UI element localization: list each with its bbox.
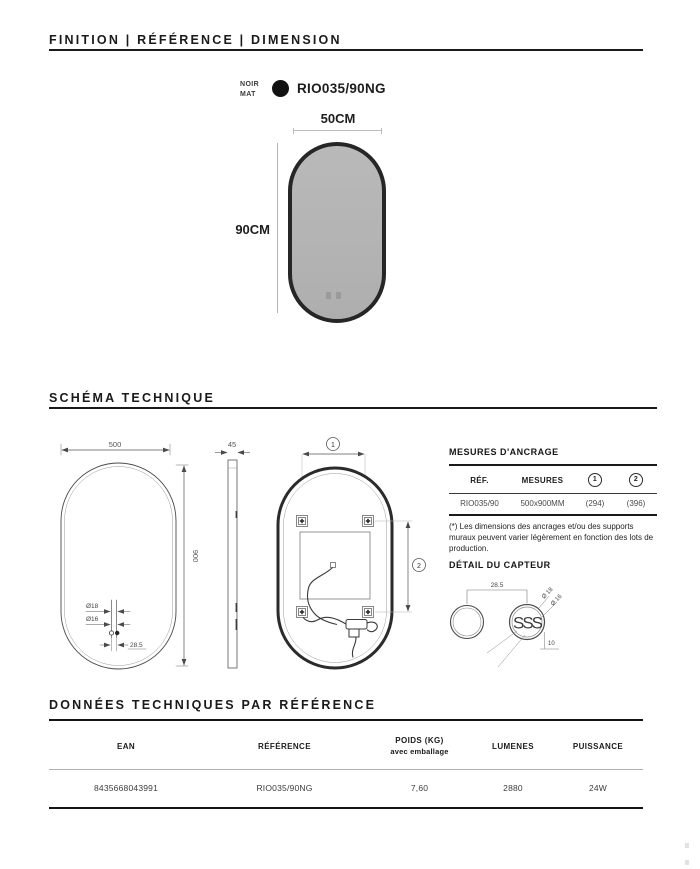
side-depth-dim-text: 45 xyxy=(227,440,237,449)
anchor-table-data-row xyxy=(449,494,657,516)
anchor-header-callout2 xyxy=(615,465,657,494)
tech-table-data-row xyxy=(49,770,643,809)
tech-header-puissance: PUISSANCE xyxy=(572,741,624,751)
back-view-drawing xyxy=(278,438,426,669)
sensor-detail-title: DÉTAIL DU CAPTEUR xyxy=(449,560,551,570)
mirror-width-label: 50CM xyxy=(320,111,356,126)
tech-table-header-row xyxy=(49,720,643,770)
finish-line1: NOIR xyxy=(240,81,260,88)
sensor-detail-drawing xyxy=(445,575,615,675)
circled-2-icon: 2 xyxy=(629,473,643,487)
anchor-cell-v1: (294) xyxy=(585,499,605,508)
tech-header-poids-sub: avec emballage xyxy=(390,747,449,756)
mirror-width-dim-line xyxy=(293,130,382,131)
tech-cell-poids: 7,60 xyxy=(410,783,429,793)
front-height-dim-text: 900 xyxy=(191,549,200,563)
anchor-header-mesures: MESURES xyxy=(521,475,564,485)
callout-2-text: 2 xyxy=(417,562,421,570)
noir-mat-swatch-icon xyxy=(272,80,289,97)
anchor-header-ref: RÉF. xyxy=(470,475,489,485)
mirror-height-label: 90CM xyxy=(235,222,270,237)
anchor-cell-ref: RIO035/90 xyxy=(460,499,499,508)
finish-name-label xyxy=(240,80,259,100)
tech-cell-lumenes: 2880 xyxy=(503,783,523,793)
technical-drawings xyxy=(40,425,450,690)
anchor-table-title: MESURES D'ANCRAGE xyxy=(449,447,559,457)
anchor-measures-table xyxy=(449,464,657,516)
front-hole-inner-text: Ø16 xyxy=(86,616,99,623)
tech-header-poids-main: POIDS (KG) xyxy=(395,736,444,745)
front-view-drawing xyxy=(61,440,200,669)
sensor-depth-dim-text: 10 xyxy=(548,641,555,647)
mirror-height-dim-line xyxy=(277,143,278,313)
tech-header-lumenes: LUMENES xyxy=(492,741,534,751)
mirror-sensor-indicator-icon xyxy=(326,292,348,300)
product-reference: RIO035/90NG xyxy=(297,81,386,96)
sensor-dia-inner-text: Ø 16 xyxy=(550,593,564,608)
tech-cell-ean: 8435668043991 xyxy=(93,783,159,793)
tech-cell-reference: RIO035/90NG xyxy=(256,783,313,793)
circled-1-icon: 1 xyxy=(588,473,602,487)
tech-header-poids xyxy=(366,720,473,770)
finish-line2: MAT xyxy=(240,91,256,99)
mirror-product-image xyxy=(288,142,386,323)
page-edge-marker xyxy=(685,843,691,865)
anchor-table-header-row xyxy=(449,465,657,494)
section-title-finition: FINITION | RÉFÉRENCE | DIMENSION xyxy=(49,33,342,47)
callout-1-text: 1 xyxy=(331,441,335,449)
tech-data-table xyxy=(49,719,643,809)
anchor-cell-mesures: 500x900MM xyxy=(520,499,565,508)
anchor-note: (*) Les dimensions des ancrages et/ou des supports muraux peuvent varier légèrement en fonction des lots de production. xyxy=(449,522,654,554)
anchor-header-callout1 xyxy=(575,465,615,494)
finition-rule xyxy=(49,49,643,51)
sensor-spacing-dim-text: 28.5 xyxy=(490,582,504,589)
side-view-drawing xyxy=(215,440,250,668)
front-offset-dim-text: 28.5 xyxy=(130,642,143,649)
tech-cell-puissance: 24W xyxy=(588,783,608,793)
tech-header-reference: RÉFÉRENCE xyxy=(258,741,311,751)
anchor-cell-v2: (396) xyxy=(626,499,646,508)
front-width-dim-text: 500 xyxy=(108,440,122,449)
front-hole-outer-text: Ø18 xyxy=(86,603,99,610)
sensor-dia-outer-text: Ø 18 xyxy=(541,586,555,601)
tech-header-ean: EAN xyxy=(116,741,136,751)
section-title-donnees: DONNÉES TECHNIQUES PAR RÉFÉRENCE xyxy=(49,698,377,712)
section-title-schema: SCHÉMA TECHNIQUE xyxy=(49,391,215,405)
schema-rule xyxy=(49,407,657,409)
sensor-glyph-text: SSS xyxy=(512,613,542,633)
